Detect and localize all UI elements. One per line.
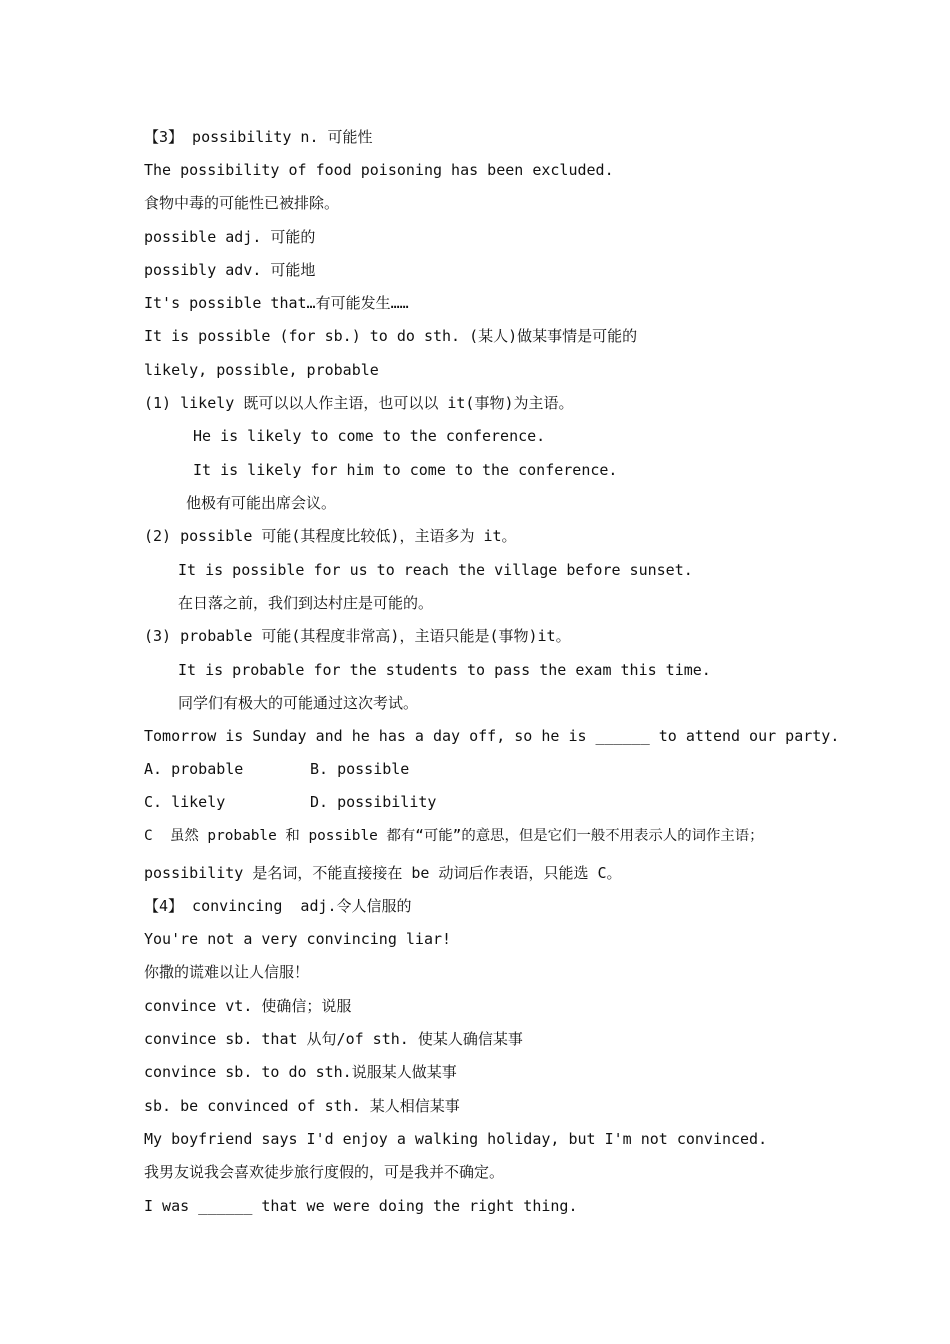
translation: 你撒的谎难以让人信服！	[144, 963, 310, 981]
word-form: possibly adv. 可能地	[144, 261, 316, 279]
phrase: convince sb. that 从句/of sth. 使某人确信某事	[144, 1030, 523, 1048]
example-sentence: My boyfriend says I'd enjoy a walking holiday, but I'm not convinced.	[144, 1130, 768, 1148]
example-sentence: It is likely for him to come to the conference.	[193, 461, 618, 479]
exercise-question: I was ______ that we were doing the right thing.	[144, 1197, 578, 1215]
word-form: possible adj. 可能的	[144, 228, 316, 246]
phrase: It is possible (for sb.) to do sth. (某人)做某事情是可能的	[144, 327, 638, 345]
example-sentence: It is possible for us to reach the village before sunset.	[178, 561, 693, 579]
translation: 我男友说我会喜欢徒步旅行度假的，可是我并不确定。	[144, 1163, 505, 1181]
example-sentence: He is likely to come to the conference.	[193, 427, 546, 445]
option-a: A. probable	[144, 760, 244, 778]
usage-note: (3) probable 可能(其程度非常高)，主语只能是(事物)it。	[144, 627, 571, 645]
translation: 同学们有极大的可能通过这次考试。	[178, 694, 419, 712]
answer-explanation: possibility 是名词，不能直接接在 be 动词后作表语，只能选 C。	[144, 864, 622, 882]
example-sentence: The possibility of food poisoning has been excluded.	[144, 161, 614, 179]
comparison-heading: likely, possible, probable	[144, 361, 379, 379]
section-3-heading: 【3】 possibility n. 可能性	[144, 128, 373, 146]
translation: 他极有可能出席会议。	[186, 494, 337, 512]
example-sentence: You're not a very convincing liar!	[144, 930, 452, 948]
option-c: C. likely	[144, 793, 226, 811]
phrase: It's possible that…有可能发生……	[144, 294, 409, 312]
section-4-heading: 【4】 convincing adj.令人信服的	[144, 897, 412, 915]
usage-note: (1) likely 既可以以人作主语，也可以以 it(事物)为主语。	[144, 394, 574, 412]
usage-note: (2) possible 可能(其程度比较低)，主语多为 it。	[144, 527, 517, 545]
option-d: D. possibility	[310, 793, 437, 811]
phrase: convince sb. to do sth.说服某人做某事	[144, 1063, 457, 1081]
exercise-question: Tomorrow is Sunday and he has a day off, so he is ______ to attend our party.	[144, 727, 840, 745]
translation: 食物中毒的可能性已被排除。	[144, 194, 340, 212]
word-form: convince vt. 使确信；说服	[144, 997, 352, 1015]
example-sentence: It is probable for the students to pass the exam this time.	[178, 661, 711, 679]
phrase: sb. be convinced of sth. 某人相信某事	[144, 1097, 460, 1115]
option-b: B. possible	[310, 760, 410, 778]
answer-explanation: C 虽然 probable 和 possible 都有“可能”的意思，但是它们一般不用表示人的词作主语；	[144, 828, 764, 844]
translation: 在日落之前，我们到达村庄是可能的。	[178, 594, 434, 612]
